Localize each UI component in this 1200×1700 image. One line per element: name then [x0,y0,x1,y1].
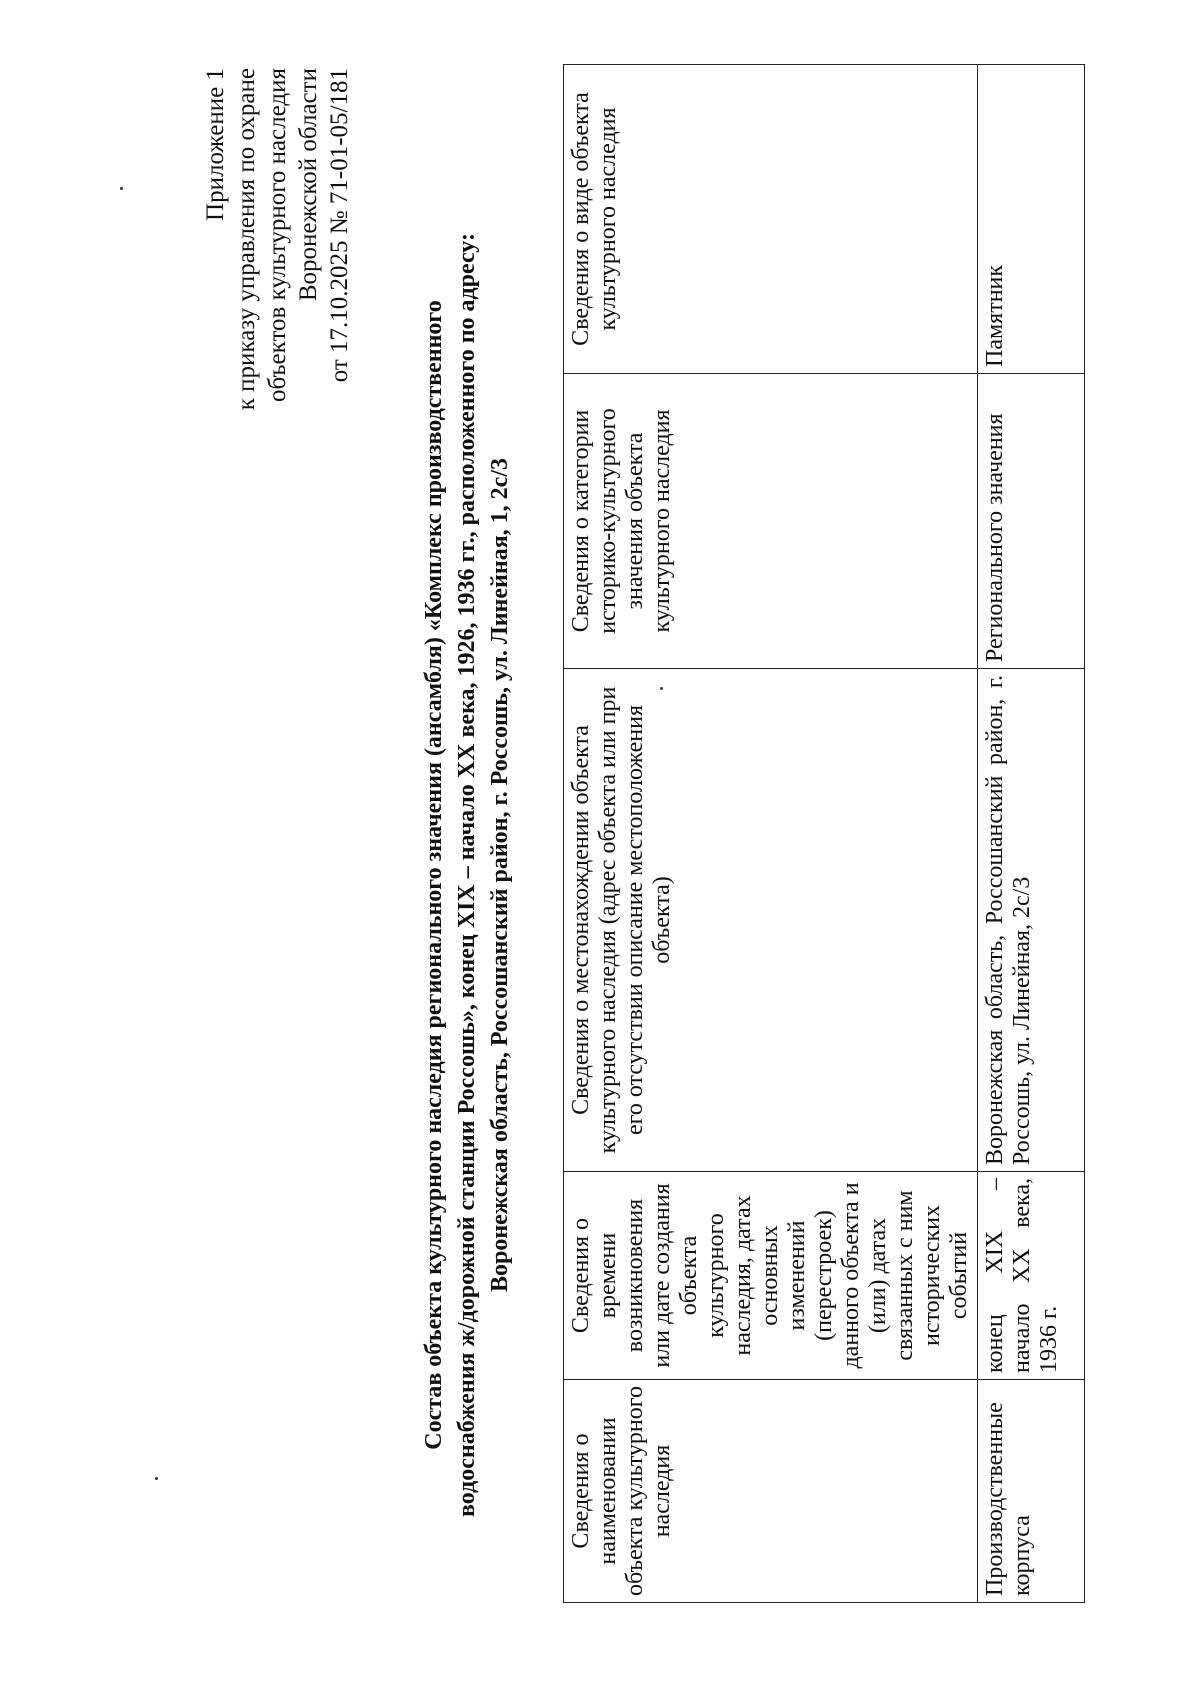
cell-dates: конец XIX – начало XX века, 1936 г. [978,1172,1085,1380]
cell-name: Производственные корпуса [978,1380,1085,1603]
header-name: Сведения о наименовании объекта культурного наследия [564,1380,978,1603]
cell-category: Регионального значения [978,374,1085,669]
cell-location: Воронежская область, Россошанский район, г. Россошь, ул. Линейная, 2с/3 [978,669,1085,1172]
header-type: Сведения о виде объекта культурного наследия [564,65,978,374]
scan-speck [660,687,663,690]
appendix-line: объектов культурного наследия [264,68,291,402]
header-category: Сведения о категории историко-культурного значения объекта культурного наследия [564,374,978,669]
header-location: Сведения о местонахождении объекта культурного наследия (адрес объекта или при его отсутствии описание местоположения объекта) [564,669,978,1172]
table-header-row [564,65,978,1603]
appendix-reference [200,68,355,410]
title-line: Состав объекта культурного наследия регионального значения (ансамбля) «Комплекс производственного [421,300,447,1450]
heritage-composition-table [563,64,1085,1603]
document-title [418,210,517,1540]
title-line: Воронежская область, Россошанский район, г. Россошь, ул. Линейная, 1, 2с/3 [487,457,513,1293]
appendix-line: от 17.10.2025 № 71-01-05/181 [326,68,353,383]
title-line: водоснабжения ж/дорожной станции Россошь», конец XIX – начало XX века, 1926, 1936 гг., расположенного по адресу: [454,233,480,1517]
scan-speck [155,1477,158,1480]
table-row [978,65,1085,1603]
header-dates: Сведения о времени возникновения или дате создания объекта культурного наследия, датах основных изменений (перестроек) данного объекта и (или) датах связанных с ним исторических событий [564,1172,978,1380]
scan-speck [120,187,123,190]
appendix-line: Приложение 1 [202,68,229,221]
appendix-line: к приказу управления по охране [233,68,260,411]
cell-type: Памятник [978,65,1085,374]
appendix-line: Воронежской области [295,68,322,302]
